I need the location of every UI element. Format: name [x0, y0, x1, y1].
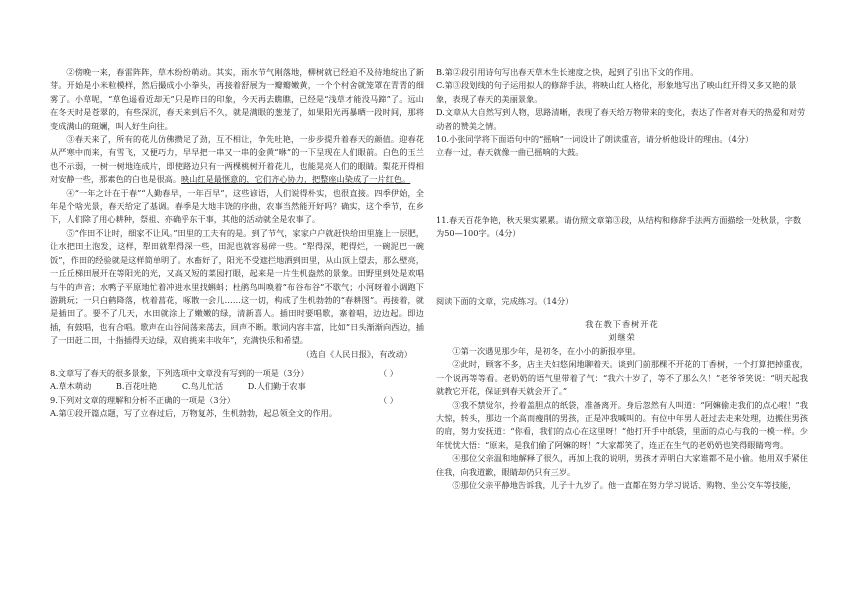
- question-9-text: 9.下列对文章的理解和分析不正确的一项是（3分）: [50, 394, 235, 405]
- question-10-quote: 立春一过，春天就像一曲已摇响的大鼓。: [436, 147, 584, 158]
- question-8-text: 8.文章写了春天的很多景象，下列选项中文章没有写到的一项是（3分）: [50, 367, 309, 378]
- question-9-option-c: C.第③段划线的句子运用拟人的修辞手法，将映山红人格化，形象地写出了映山红开得又多又艳的景象，表现了春天的美丽景象。: [436, 80, 797, 104]
- paragraph-3-text: ③春天来了，所有的花儿仿佛攒足了劲，互不相让，争先吐艳，一步步提升着春天的颜值。迎春花从严寒中而来，有雪飞，又便巧力，早早把一串又一串的金黄“咻”的一下呈现在人们眼前。白色的玉兰也不示弱，一树一树地连成片，即使路边只有一两棵桃树开着花儿，也能晃亮人们的眼睛。梨花开得相对安静一些，那素色的白也是很高。: [50, 134, 424, 185]
- story-paragraph-5: ⑤那位父亲平静地告诉我，儿子十九岁了。他一直都在努力学习说话、购物、坐公交车等技能，: [452, 479, 797, 490]
- story-paragraph-3: ③我不禁觉尔，拎着盖胆点的纸袋，准备离开。身后忽然有人叫道：“阿嫲偷走我们的点心啦！”我大惊，转头，那边一个高而瘦削的男孩，正是冲我喊叫的。有位中年男人赶过去走来处理，边搬住男孩的肩，努力安抚道：“你看，我们的点心在这里呀！”他打开手中纸袋，里面的点心与我的一模一样。少年忧忧大悟：“原来，是我们偷了阿嫲的呀！”大家都笑了，连正在生气的老奶奶也笑得眼睛弯弯。: [436, 399, 808, 450]
- option-a: A.草木萌动: [50, 381, 92, 392]
- question-10: 10.小张同学将下面语句中的“摇响”一词设计了朗读重音，请分析他设计的理由。（4分）: [436, 134, 754, 145]
- story-paragraph-4: ④那位父亲温和地解释了很久，再加上我的说明，男孩才弄明白大家谁都不是小偷。他用双手紧住住我，向我道歉，眼睛却仍只有三岁。: [436, 453, 808, 477]
- left-column: [50, 66, 424, 421]
- right-column: [436, 66, 808, 492]
- question-9-option-a: A.第①段开篇点题，写了立春过后，万物复苏，生机勃勃，起总领全文的作用。: [50, 408, 337, 419]
- story-paragraph-1: ①第一次遇见那少年，是初冬，在小小的新报亭里。: [452, 345, 641, 356]
- answer-blank: （ ）: [379, 394, 398, 405]
- article-paragraph-4: ④“一年之计在于春”“人勤春早，一年百早”，这些谚语，人们说得朴实，也很直接。四季伊始，全年是个啥光景，春天给定了基调。春季是大地丰饶的序曲，农事当然能开好吗？确实，这个季节，在乡下，人们除了用心耕种，祭祖、亦确乎东干事，其他的活动就全是农事了。: [50, 187, 424, 225]
- question-9-option-d: D.文章从大自然写到人物，思路清晰，表现了春天给万物带来的变化，表达了作者对春天的热爱和对劳动者的赞美之情。: [436, 107, 806, 131]
- question-8-options: [50, 380, 424, 393]
- option-d: D.人们勤于农事: [247, 381, 306, 392]
- article-title: 我在教下香树开花: [585, 319, 659, 330]
- option-c: C.鸟儿忙活: [181, 381, 224, 392]
- question-11: 11.春天百花争艳，秋天果实累累。请仿照文章第③段，从结构和修辞手法两方面描绘一处秋景，字数为50—100字。（4分）: [436, 214, 802, 239]
- article-paragraph-5: ⑤“作田不让时，细家不让风。”田里的工夫有的是。到了节气，家家户户就赶快给田里施上一层肥，让水把田土泡发，这样，犁田就犁得深一些，田泥也就容易碎一些。“犁得深，耙得烂，一碗泥巴一碗饭”，作田的经验就是这样简单明了。水畜好了，阳光不受遮拦地洒到田里，从山顶上望去，那么壁亮，一丘丘梯田展开在等阳光的光，又高又短的菜园打眼，起来是一片生机盎然的景象。田野里到处是欢唱与牛的声音；水鸭子平原地忙着冲进水里找蝌蚪；杜鹃鸟叫唤着“布谷布谷”不歇气；小河呀着小调跑下游跳玩；一只白鹤降落，枕着菖花，啄散一会儿……这一切，构成了生机勃勃的“春耕图”。再接着，就是插田了。要不了几天，水田就涂上了嫩嫩的绿，清新喜人。插田时要唱歌，寨着唱，边边起。即边插，有鼓唱，也有合唱。歌声在山谷间荡来荡去，回声不断。歌词内容丰富，比如“日头渐渐向西边，插了一田赶二田，十指插得天边绿，双肩挑来丰收年”，充满快乐和希望。: [50, 227, 424, 346]
- article-paragraph-3: [50, 133, 424, 187]
- reading-instructions: 阅读下面的文章，完成练习。（14分）: [436, 295, 574, 306]
- question-8: [50, 367, 424, 380]
- underlined-sentence: 映山红是最惬意的，它们齐心协力，把整座山染成了一片红色。: [181, 174, 411, 185]
- question-9: [50, 394, 424, 407]
- article-paragraph-2: ②傍晚一来，春雷阵阵，草木纷纷萌动。其实，雨水节气刚落地，柳树就已经迫不及待地绽出了新芽。开始是小米粒模样，然后撮成小小拳头，再接着舒展为一瓣瓣嫩黄，一个个村舍就笼罩在青青的细雾了。小草呢，“草色遥看近却无”只是昨日的印象，今天再去瞧瞧，已经是“浅草才能没马蹄”了。远山在冬天时是苍翠的，有些深沉，春天来到后不久，就是满眼的葱茏了，如果阳光再暴晒一段时间，那将变成满山的斑斓，叫人好生向往。: [50, 67, 424, 131]
- option-b: B.百花吐艳: [115, 381, 158, 392]
- article-author: 刘继荣: [608, 332, 636, 343]
- answer-blank: （ ）: [379, 367, 398, 378]
- source-note: （选自《人民日报》，有改动）: [301, 348, 412, 359]
- story-paragraph-2: ②此时，顾客不多，店主夫妇悠闲地聊着天。谈到门前那棵不开花的丁香树，一个打算把掉重夜，一个说再等等看。老奶奶的语气里带着了气：“我六十岁了，等不了那么久！”老爷爷笑说：“明天起我就教它开花，保证到春天就会开了。”: [436, 359, 808, 397]
- question-9-option-b: B.第②段引用诗句写出春天草木生长速度之快，起到了引出下文的作用。: [436, 67, 699, 77]
